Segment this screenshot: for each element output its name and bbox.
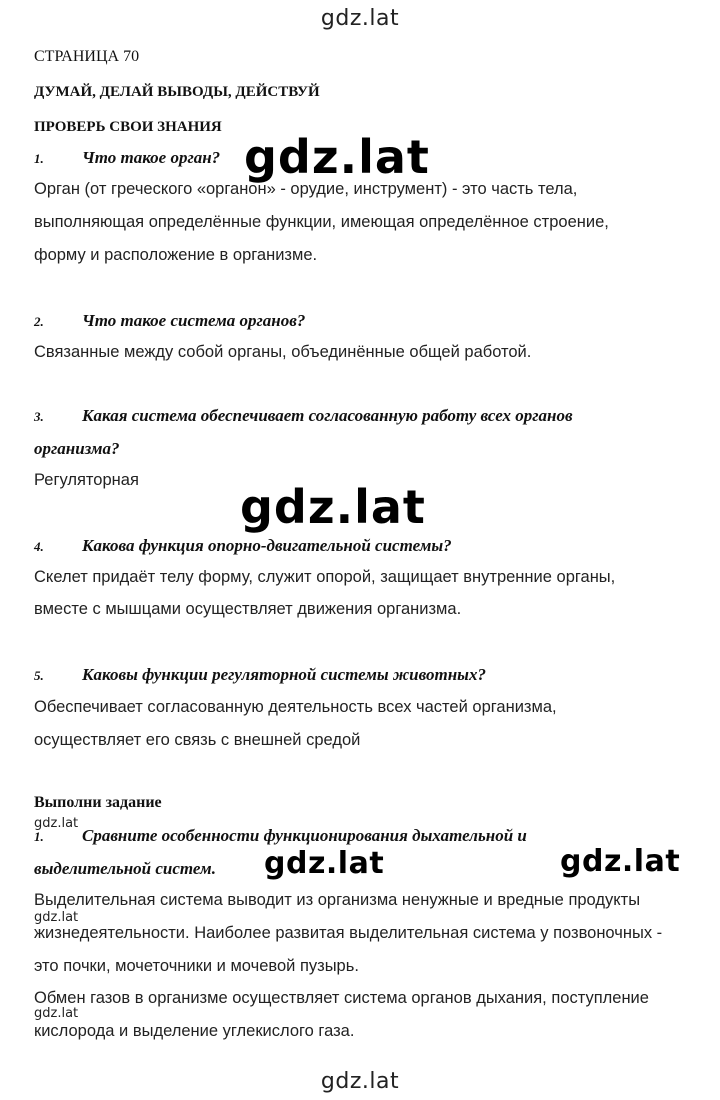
question-number: 4. [34, 539, 44, 554]
answer-4-line-1: Скелет придаёт телу форму, служит опорой, защищает внутренние органы, [34, 568, 616, 586]
watermark-small: gdz.lat [34, 816, 79, 831]
question-text: Какова функция опорно-двигательной системы? [82, 536, 452, 555]
task-question [34, 826, 527, 846]
question-4 [34, 536, 452, 556]
watermark-small: gdz.lat [34, 910, 79, 925]
question-number: 3. [34, 409, 44, 424]
task-answer-line-1: Выделительная система выводит из организма ненужные и вредные продукты [34, 891, 641, 909]
question-3-line-2: организма? [34, 439, 120, 458]
task-question-line-2: выделительной систем. [34, 859, 216, 878]
task-answer-line-4: Обмен газов в организме осуществляет система органов дыхания, поступление [34, 989, 649, 1007]
question-3 [34, 406, 573, 426]
task-answer-line-2: жизнедеятельности. Наиболее развитая выделительная система у позвоночных - [34, 924, 663, 942]
question-number: 1. [34, 151, 44, 166]
section-title: ДУМАЙ, ДЕЛАЙ ВЫВОДЫ, ДЕЙСТВУЙ [34, 84, 320, 100]
question-2 [34, 311, 305, 331]
question-text: Что такое орган? [82, 148, 221, 167]
page-number: СТРАНИЦА 70 [34, 48, 140, 65]
question-text: Что такое система органов? [82, 311, 306, 330]
subsection-title: ПРОВЕРЬ СВОИ ЗНАНИЯ [34, 119, 222, 135]
question-5 [34, 665, 486, 685]
watermark-medium: gdz.lat [560, 844, 681, 879]
answer-4-line-2: вместе с мышцами осуществляет движения организма. [34, 600, 462, 618]
question-number: 5. [34, 668, 44, 683]
answer-2: Связанные между собой органы, объединённые общей работой. [34, 343, 532, 361]
task-section-title: Выполни задание [34, 794, 162, 811]
answer-1-line-1: Орган (от греческого «органон» - орудие, инструмент) - это часть тела, [34, 180, 578, 198]
watermark-large: gdz.lat [240, 480, 426, 534]
answer-5-line-2: осуществляет его связь с внешней средой [34, 731, 361, 749]
watermark-large: gdz.lat [244, 130, 430, 184]
watermark-top: gdz.lat [320, 6, 400, 31]
question-text: Сравните особенности функционирования дыхательной и [82, 826, 527, 845]
task-answer-line-5: кислорода и выделение углекислого газа. [34, 1022, 355, 1040]
task-answer-line-3: это почки, мочеточники и мочевой пузырь. [34, 957, 359, 975]
question-text: Каковы функции регуляторной системы животных? [82, 665, 486, 684]
question-1 [34, 148, 220, 168]
question-text: Какая система обеспечивает согласованную работу всех органов [82, 406, 573, 425]
answer-1-line-3: форму и расположение в организме. [34, 246, 318, 264]
question-number: 2. [34, 314, 44, 329]
watermark-small: gdz.lat [34, 1006, 79, 1021]
answer-5-line-1: Обеспечивает согласованную деятельность всех частей организма, [34, 698, 557, 716]
question-number: 1. [34, 829, 44, 844]
watermark-medium: gdz.lat [264, 846, 385, 881]
watermark-bottom: gdz.lat [320, 1069, 400, 1094]
answer-3: Регуляторная [34, 471, 139, 489]
answer-1-line-2: выполняющая определённые функции, имеющая определённое строение, [34, 213, 609, 231]
